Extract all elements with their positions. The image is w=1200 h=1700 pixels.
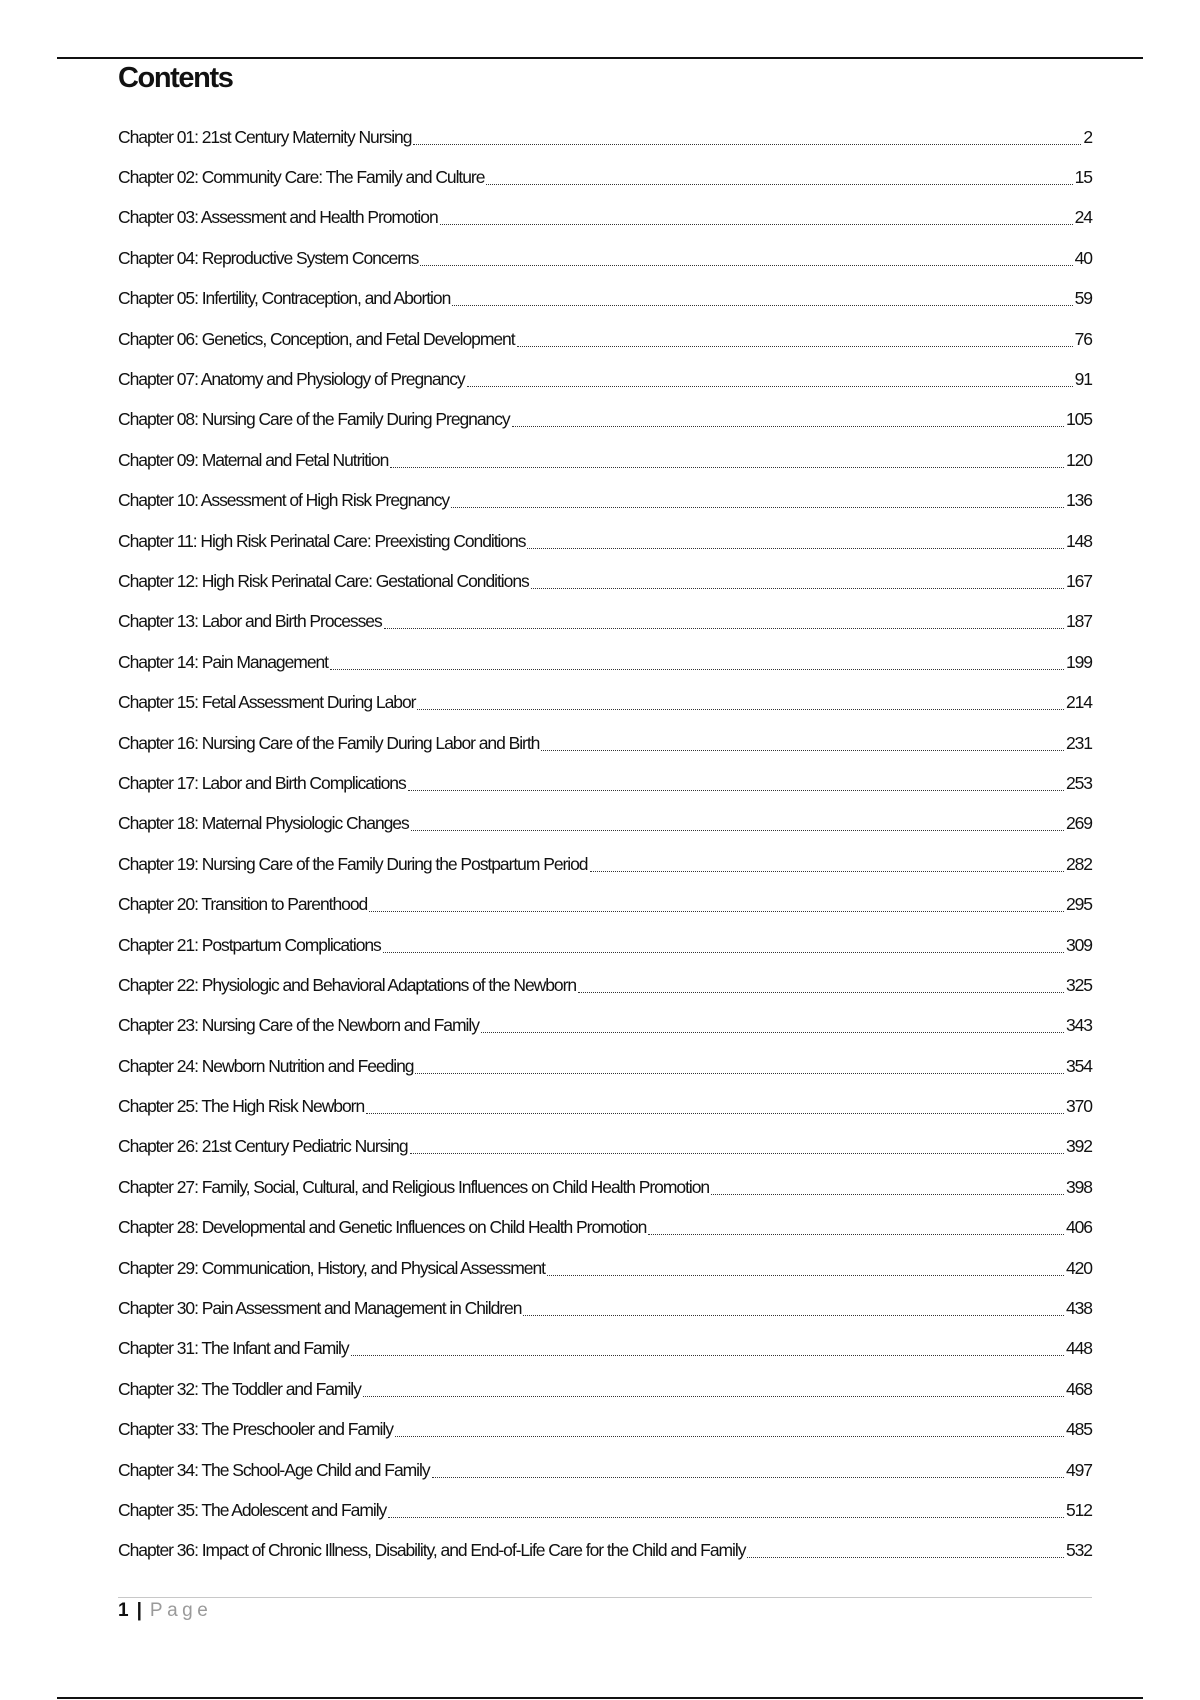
toc-entry-page: 448 [1065,1338,1092,1359]
dot-leader [390,467,1064,468]
toc-entry[interactable] [118,1248,1092,1288]
toc-entry-label: Chapter 03: Assessment and Health Promotion [118,207,438,228]
toc-entry-page: 253 [1065,772,1092,793]
dot-leader [363,1396,1064,1397]
toc-entry-label: Chapter 33: The Preschooler and Family [118,1419,393,1440]
toc-entry-label: Chapter 17: Labor and Birth Complications [118,772,406,793]
toc-entry[interactable] [118,157,1092,197]
toc-entry[interactable] [118,359,1092,399]
toc-entry-label: Chapter 31: The Infant and Family [118,1338,349,1359]
toc-entry[interactable] [118,1006,1092,1046]
toc-entry-label: Chapter 29: Communication, History, and Physical Assessment [118,1257,545,1278]
toc-entry-page: 438 [1065,1298,1092,1319]
toc-entry-label: Chapter 30: Pain Assessment and Management in Children [118,1298,522,1319]
toc-entry-label: Chapter 24: Newborn Nutrition and Feeding [118,1055,414,1076]
dot-leader [410,1153,1064,1154]
footer-page-label: Page [149,1600,213,1621]
toc-entry-page: 269 [1065,813,1092,834]
toc-entry-page: 392 [1065,1136,1092,1157]
toc-entry-page: 91 [1074,369,1092,390]
toc-entry[interactable] [118,844,1092,884]
dot-leader [517,346,1073,347]
toc-entry-label: Chapter 18: Maternal Physiologic Changes [118,813,409,834]
toc-entry[interactable] [118,561,1092,601]
toc-entry-label: Chapter 22: Physiologic and Behavioral Adaptations of the Newborn [118,974,577,995]
footer-page-number: 1 [118,1600,129,1621]
bottom-border-line [57,1697,1143,1699]
toc-entry-label: Chapter 15: Fetal Assessment During Labor [118,692,416,713]
toc-entry-label: Chapter 16: Nursing Care of the Family During Labor and Birth [118,732,540,753]
dot-leader [711,1194,1064,1195]
toc-entry-page: 497 [1065,1459,1092,1480]
dot-leader [451,507,1064,508]
toc-entry-page: 325 [1065,974,1092,995]
toc-entry-label: Chapter 01: 21st Century Maternity Nursing [118,126,412,147]
dot-leader [578,992,1064,993]
toc-entry-page: 15 [1074,167,1092,188]
toc-entry[interactable] [118,642,1092,682]
dot-leader [467,386,1073,387]
toc-entry[interactable] [118,1410,1092,1450]
toc-entry-page: 2 [1083,126,1092,147]
toc-entry[interactable] [118,925,1092,965]
dot-leader [395,1436,1064,1437]
toc-entry[interactable] [118,723,1092,763]
toc-entry-page: 354 [1065,1055,1092,1076]
toc-entry-label: Chapter 36: Impact of Chronic Illness, Disability, and End-of-Life Care for the Child and Family [118,1540,746,1561]
toc-entry[interactable] [118,602,1092,642]
toc-entry-page: 24 [1074,207,1092,228]
toc-entry-label: Chapter 28: Developmental and Genetic Influences on Child Health Promotion [118,1217,647,1238]
toc-entry[interactable] [118,521,1092,561]
toc-entry-page: 148 [1065,530,1092,551]
toc-entry-page: 512 [1065,1499,1092,1520]
dot-leader [415,1073,1063,1074]
dot-leader [351,1355,1064,1356]
dot-leader [330,669,1064,670]
dot-leader [413,144,1081,145]
dot-leader [523,1315,1064,1316]
toc-entry[interactable] [118,1208,1092,1248]
toc-entry-label: Chapter 35: The Adolescent and Family [118,1499,387,1520]
toc-entry-label: Chapter 11: High Risk Perinatal Care: Preexisting Conditions [118,530,526,551]
toc-entry-page: 167 [1065,570,1092,591]
toc-entry-label: Chapter 10: Assessment of High Risk Pregnancy [118,490,450,511]
toc-entry[interactable] [118,804,1092,844]
dot-leader [452,305,1072,306]
toc-entry[interactable] [118,400,1092,440]
toc-entry-page: 105 [1065,409,1092,430]
toc-entry-label: Chapter 23: Nursing Care of the Newborn and Family [118,1015,479,1036]
toc-entry-label: Chapter 08: Nursing Care of the Family During Pregnancy [118,409,510,430]
toc-entry-page: 420 [1065,1257,1092,1278]
toc-entry-page: 187 [1065,611,1092,632]
dot-leader [541,750,1064,751]
toc-entry-label: Chapter 27: Family, Social, Cultural, and Religious Influences on Child Health Promotion [118,1176,710,1197]
toc-entry-label: Chapter 09: Maternal and Fetal Nutrition [118,449,389,470]
toc-entry-page: 485 [1065,1419,1092,1440]
dot-leader [527,548,1063,549]
toc-entry[interactable] [118,682,1092,722]
toc-entry-page: 370 [1065,1096,1092,1117]
toc-entry-page: 120 [1065,449,1092,470]
toc-entry-page: 76 [1074,328,1092,349]
footer-separator: | [136,1600,142,1621]
page-footer [118,1600,212,1622]
dot-leader [440,224,1073,225]
toc-entry-page: 59 [1074,288,1092,309]
toc-entry-page: 309 [1065,934,1092,955]
toc-entry[interactable] [118,1167,1092,1207]
dot-leader [512,426,1064,427]
toc-entry[interactable] [118,117,1092,157]
toc-entry[interactable] [118,1450,1092,1490]
toc-entry-label: Chapter 19: Nursing Care of the Family During the Postpartum Period [118,853,588,874]
toc-entry-page: 532 [1065,1540,1092,1561]
page-title: Contents [118,62,233,94]
dot-leader [417,709,1064,710]
toc-entry[interactable] [118,1329,1092,1369]
toc-entry-page: 468 [1065,1378,1092,1399]
top-border-line [57,57,1143,59]
toc-entry-label: Chapter 14: Pain Management [118,651,328,672]
toc-entry-label: Chapter 07: Anatomy and Physiology of Pregnancy [118,369,465,390]
toc-entry[interactable] [118,884,1092,924]
dot-leader [547,1275,1064,1276]
dot-leader [648,1234,1064,1235]
dot-leader [408,790,1064,791]
dot-leader [388,1517,1064,1518]
toc-entry-label: Chapter 21: Postpartum Complications [118,934,381,955]
dot-leader [384,628,1064,629]
toc-entry[interactable] [118,279,1092,319]
toc-entry[interactable] [118,763,1092,803]
toc-entry-page: 214 [1065,692,1092,713]
dot-leader [531,588,1064,589]
toc-entry-label: Chapter 04: Reproductive System Concerns [118,247,419,268]
toc-entry[interactable] [118,1046,1092,1086]
toc-entry[interactable] [118,198,1092,238]
toc-entry-page: 136 [1065,490,1092,511]
dot-leader [481,1032,1064,1033]
dot-leader [590,871,1064,872]
dot-leader [420,265,1072,266]
dot-leader [369,911,1064,912]
toc-entry-page: 295 [1065,894,1092,915]
toc-entry[interactable] [118,965,1092,1005]
toc-entry-page: 406 [1065,1217,1092,1238]
toc-entry-label: Chapter 05: Infertility, Contraception, and Abortion [118,288,451,309]
footer-divider [118,1597,1092,1598]
dot-leader [366,1113,1064,1114]
toc-entry-page: 40 [1074,247,1092,268]
toc-entry-label: Chapter 13: Labor and Birth Processes [118,611,382,632]
toc-entry-page: 282 [1065,853,1092,874]
toc-entry[interactable] [118,1127,1092,1167]
toc-entry-label: Chapter 06: Genetics, Conception, and Fetal Development [118,328,515,349]
toc-entry-label: Chapter 12: High Risk Perinatal Care: Gestational Conditions [118,570,529,591]
toc-entry-page: 199 [1065,651,1092,672]
toc-entry[interactable] [118,1531,1092,1571]
toc-entry[interactable] [118,440,1092,480]
toc-entry[interactable] [118,481,1092,521]
dot-leader [747,1557,1064,1558]
toc-entry-label: Chapter 02: Community Care: The Family and Culture [118,167,485,188]
toc-entry[interactable] [118,1086,1092,1126]
dot-leader [411,830,1064,831]
toc-entry-label: Chapter 34: The School-Age Child and Family [118,1459,430,1480]
toc-entry-label: Chapter 32: The Toddler and Family [118,1378,361,1399]
dot-leader [432,1477,1064,1478]
toc-entry-page: 343 [1065,1015,1092,1036]
toc-entry-label: Chapter 25: The High Risk Newborn [118,1096,365,1117]
toc-entry[interactable] [118,1288,1092,1328]
toc-entry[interactable] [118,1369,1092,1409]
toc-entry-label: Chapter 20: Transition to Parenthood [118,894,368,915]
table-of-contents [118,117,1092,1571]
toc-entry-label: Chapter 26: 21st Century Pediatric Nursing [118,1136,408,1157]
dot-leader [486,184,1072,185]
toc-entry-page: 398 [1065,1176,1092,1197]
toc-entry[interactable] [118,319,1092,359]
toc-entry-page: 231 [1065,732,1092,753]
dot-leader [383,952,1064,953]
toc-entry[interactable] [118,1490,1092,1530]
toc-entry[interactable] [118,238,1092,278]
